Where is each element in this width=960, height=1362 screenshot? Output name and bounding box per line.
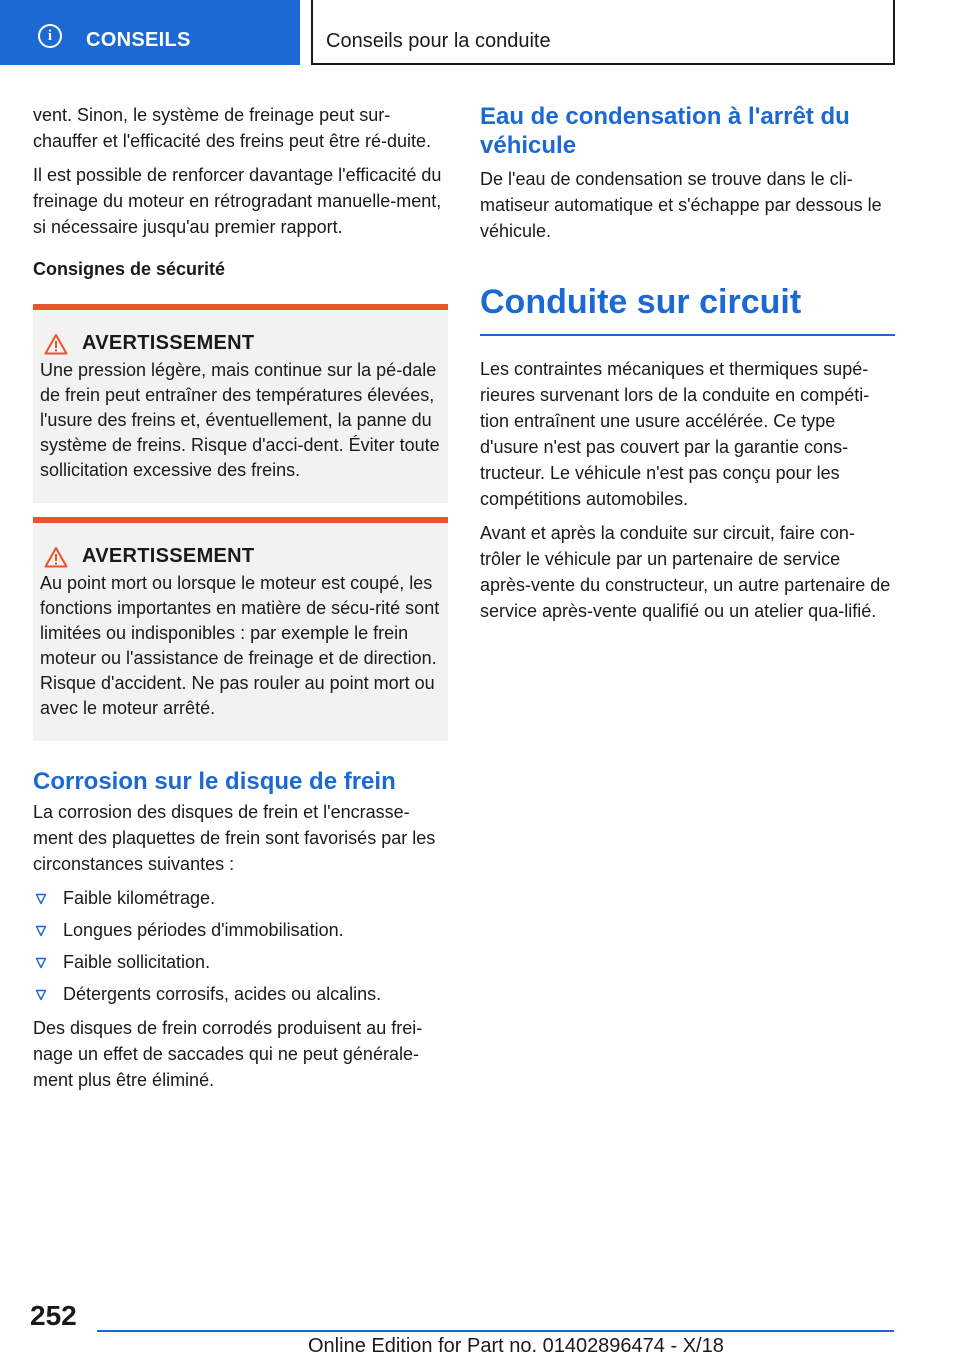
- list-item-text: Faible sollicitation.: [63, 952, 211, 972]
- header-divider-left: [311, 0, 313, 65]
- header-underline: [311, 63, 895, 65]
- corrosion-intro: La corrosion des disques de frein et l'encrasse-ment des plaquettes de frein sont favorisés par les circonstances suivantes :: [33, 802, 436, 874]
- right-column: [480, 102, 895, 632]
- list-item-text: Faible kilométrage.: [63, 888, 216, 908]
- circuit-paragraph: Avant et après la conduite sur circuit, faire con-trôler le véhicule par un partenaire de service après-vente du constructeur, un autre partenaire de service après-vente qualifié ou un atelier qua-lifié.: [480, 523, 891, 621]
- intro-paragraph: Il est possible de renforcer davantage l'efficacité du freinage du moteur en rétrogradant manuelle-ment, si nécessaire jusqu'au premier rapport.: [33, 165, 442, 237]
- intro-paragraph: vent. Sinon, le système de freinage peut sur-chauffer et l'efficacité des freins peut être ré-duite.: [33, 105, 431, 151]
- warning-triangle-icon: [44, 546, 68, 568]
- warning-text: Une pression légère, mais continue sur la pé-dale de frein peut entraîner des températures élevées, l'usure des freins et, éventuellement, la panne du système de freins. Risque d'acci-dent. Éviter toute sollicitation excessive des freins.: [40, 360, 440, 480]
- list-item: [33, 885, 448, 911]
- corrosion-list: [33, 885, 448, 1007]
- warning-box: [33, 517, 448, 741]
- condensation-heading: Eau de condensation à l'arrêt du véhicule: [480, 103, 850, 159]
- condensation-text: De l'eau de condensation se trouve dans le cli-matiseur automatique et s'échappe par dessous le véhicule.: [480, 169, 882, 241]
- list-item-text: Détergents corrosifs, acides ou alcalins.: [63, 984, 382, 1004]
- edition-text: Online Edition for Part no. 01402896474 - X/18: [308, 1335, 724, 1357]
- chapter-title: Conseils pour la conduite: [326, 30, 551, 52]
- info-icon: i: [38, 24, 62, 48]
- circuit-paragraph: Les contraintes mécaniques et thermiques supé-rieures survenant lors de la conduite en compéti-tion entraînent une usure accélérée. Ce type d'usure n'est pas couvert par la garantie cons-tructeur. Le véhicule n'est pas conçu pour les compétitions automobiles.: [480, 359, 870, 509]
- footer-rule: [97, 1330, 894, 1332]
- warning-title: AVERTISSEMENT: [82, 332, 255, 354]
- section-rule: [480, 334, 895, 336]
- warning-title: AVERTISSEMENT: [82, 545, 255, 567]
- list-item: [33, 949, 448, 975]
- safety-heading: Consignes de sécurité: [33, 259, 226, 279]
- list-item: [33, 917, 448, 943]
- warning-box: [33, 304, 448, 503]
- circuit-section-title: Conduite sur circuit: [480, 283, 802, 321]
- header-divider-right: [893, 0, 895, 65]
- triangle-bullet-icon: [35, 893, 47, 905]
- list-item: [33, 981, 448, 1007]
- warning-triangle-icon: [44, 333, 68, 355]
- list-item-text: Longues périodes d'immobilisation.: [63, 920, 344, 940]
- chapter-tab[interactable]: [0, 0, 300, 65]
- chapter-tab-label: CONSEILS: [86, 29, 191, 51]
- triangle-bullet-icon: [35, 989, 47, 1001]
- corrosion-heading: Corrosion sur le disque de frein: [33, 768, 396, 795]
- triangle-bullet-icon: [35, 925, 47, 937]
- left-column: [33, 102, 448, 1101]
- triangle-bullet-icon: [35, 957, 47, 969]
- corrosion-outro: Des disques de frein corrodés produisent au frei-nage un effet de saccades qui ne peut générale-ment plus être éliminé.: [33, 1018, 423, 1090]
- page-number: 252: [30, 1300, 77, 1331]
- warning-text: Au point mort ou lorsque le moteur est coupé, les fonctions importantes en matière de sécu-rité sont limitées ou indisponibles : par exemple le frein moteur ou l'assistance de freinage et de direction. Risque d'accident. Ne pas rouler au point mort ou avec le moteur arrêté.: [40, 573, 440, 718]
